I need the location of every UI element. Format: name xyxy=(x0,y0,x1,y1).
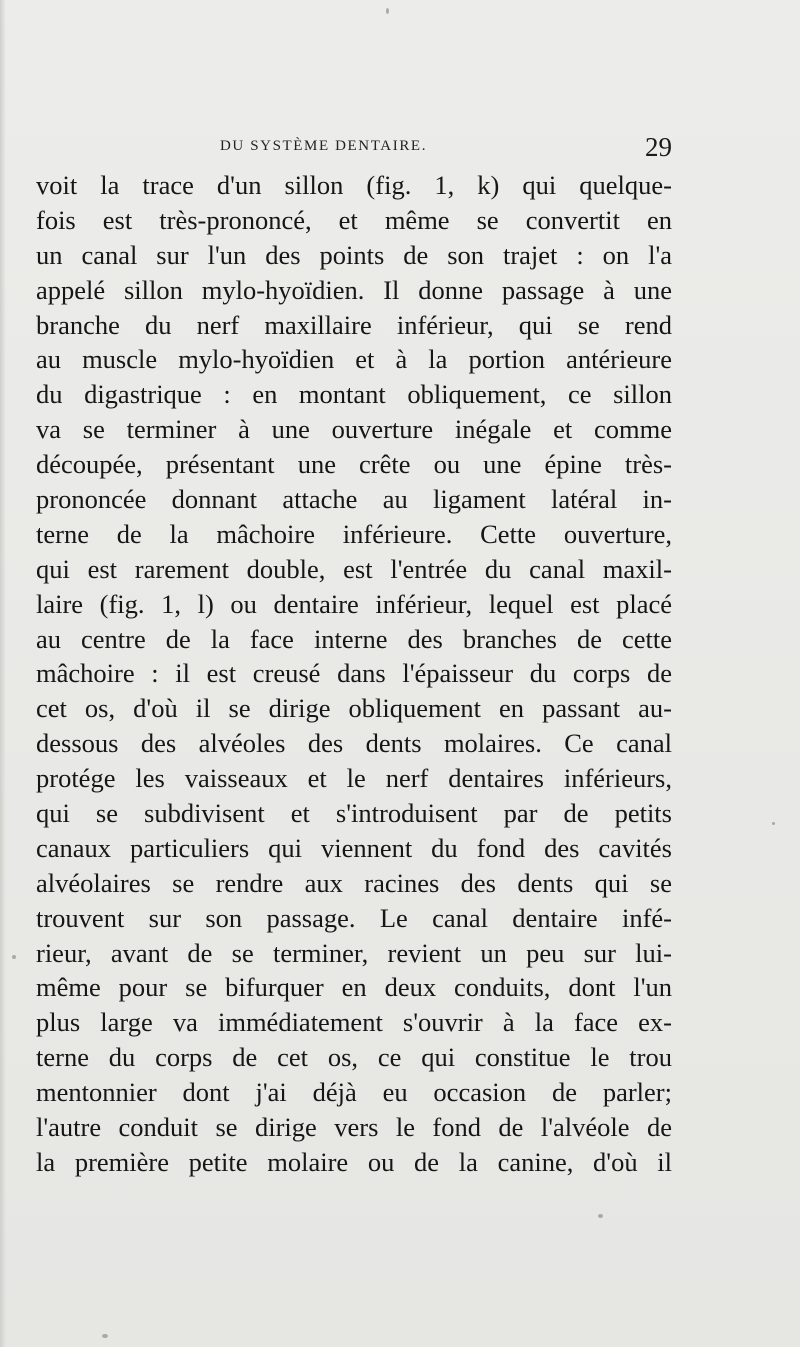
text-line: même pour se bifurquer en deux conduits, dont l'un xyxy=(36,972,672,1003)
text-line: trouvent sur son passage. Le canal dentaire infé- xyxy=(36,902,672,933)
text-line: canaux particuliers qui viennent du fond des cavités xyxy=(36,832,672,863)
paper-speck xyxy=(12,955,16,959)
text-line: prononcée donnant attache au ligament latéral in- xyxy=(36,484,672,515)
text-line: qui se subdivisent et s'introduisent par de petits xyxy=(36,798,672,829)
text-line: au muscle mylo-hyoïdien et à la portion antérieure xyxy=(36,344,672,375)
paper-speck xyxy=(102,1334,108,1338)
text-line: fois est très-prononcé, et même se convertit en xyxy=(36,204,672,235)
text-line: l'autre conduit se dirige vers le fond de l'alvéole de xyxy=(36,1112,672,1143)
text-line: branche du nerf maxillaire inférieur, qui se rend xyxy=(36,309,672,340)
body-text xyxy=(36,168,672,1180)
text-line: mentonnier dont j'ai déjà eu occasion de parler; xyxy=(36,1077,672,1108)
text-line: du digastrique : en montant obliquement, ce sillon xyxy=(36,379,672,410)
page-edge-shadow xyxy=(0,0,6,1347)
text-line: cet os, d'où il se dirige obliquement en passant au- xyxy=(36,693,672,724)
text-line: terne du corps de cet os, ce qui constitue le trou xyxy=(36,1042,672,1073)
paper-speck xyxy=(386,8,389,14)
text-line: la première petite molaire ou de la canine, d'où il xyxy=(36,1146,672,1177)
text-line: terne de la mâchoire inférieure. Cette ouverture, xyxy=(36,518,672,549)
text-line: appelé sillon mylo-hyoïdien. Il donne passage à une xyxy=(36,274,672,305)
text-line: plus large va immédiatement s'ouvrir à la face ex- xyxy=(36,1007,672,1038)
text-line: qui est rarement double, est l'entrée du canal maxil- xyxy=(36,553,672,584)
text-line: mâchoire : il est creusé dans l'épaisseur du corps de xyxy=(36,658,672,689)
text-line: va se terminer à une ouverture inégale et comme xyxy=(36,414,672,445)
text-line: découpée, présentant une crête ou une épine très- xyxy=(36,449,672,480)
text-line: voit la trace d'un sillon (fig. 1, k) qui quelque- xyxy=(36,170,672,200)
text-line: laire (fig. 1, l) ou dentaire inférieur, lequel est placé xyxy=(36,588,672,619)
text-line: protége les vaisseaux et le nerf dentaires inférieurs, xyxy=(36,763,672,794)
text-line: au centre de la face interne des branches de cette xyxy=(36,623,672,654)
text-line: alvéolaires se rendre aux racines des dents qui se xyxy=(36,867,672,898)
running-head: DU SYSTÈME DENTAIRE. xyxy=(220,138,428,154)
text-line: dessous des alvéoles des dents molaires. Ce canal xyxy=(36,728,672,759)
text-line: rieur, avant de se terminer, revient un peu sur lui- xyxy=(36,937,672,968)
paper-speck xyxy=(772,822,775,825)
paper-speck xyxy=(598,1214,603,1218)
page-number: 29 xyxy=(645,132,672,162)
page-header xyxy=(36,132,672,172)
text-line: un canal sur l'un des points de son trajet : on l'a xyxy=(36,239,672,270)
